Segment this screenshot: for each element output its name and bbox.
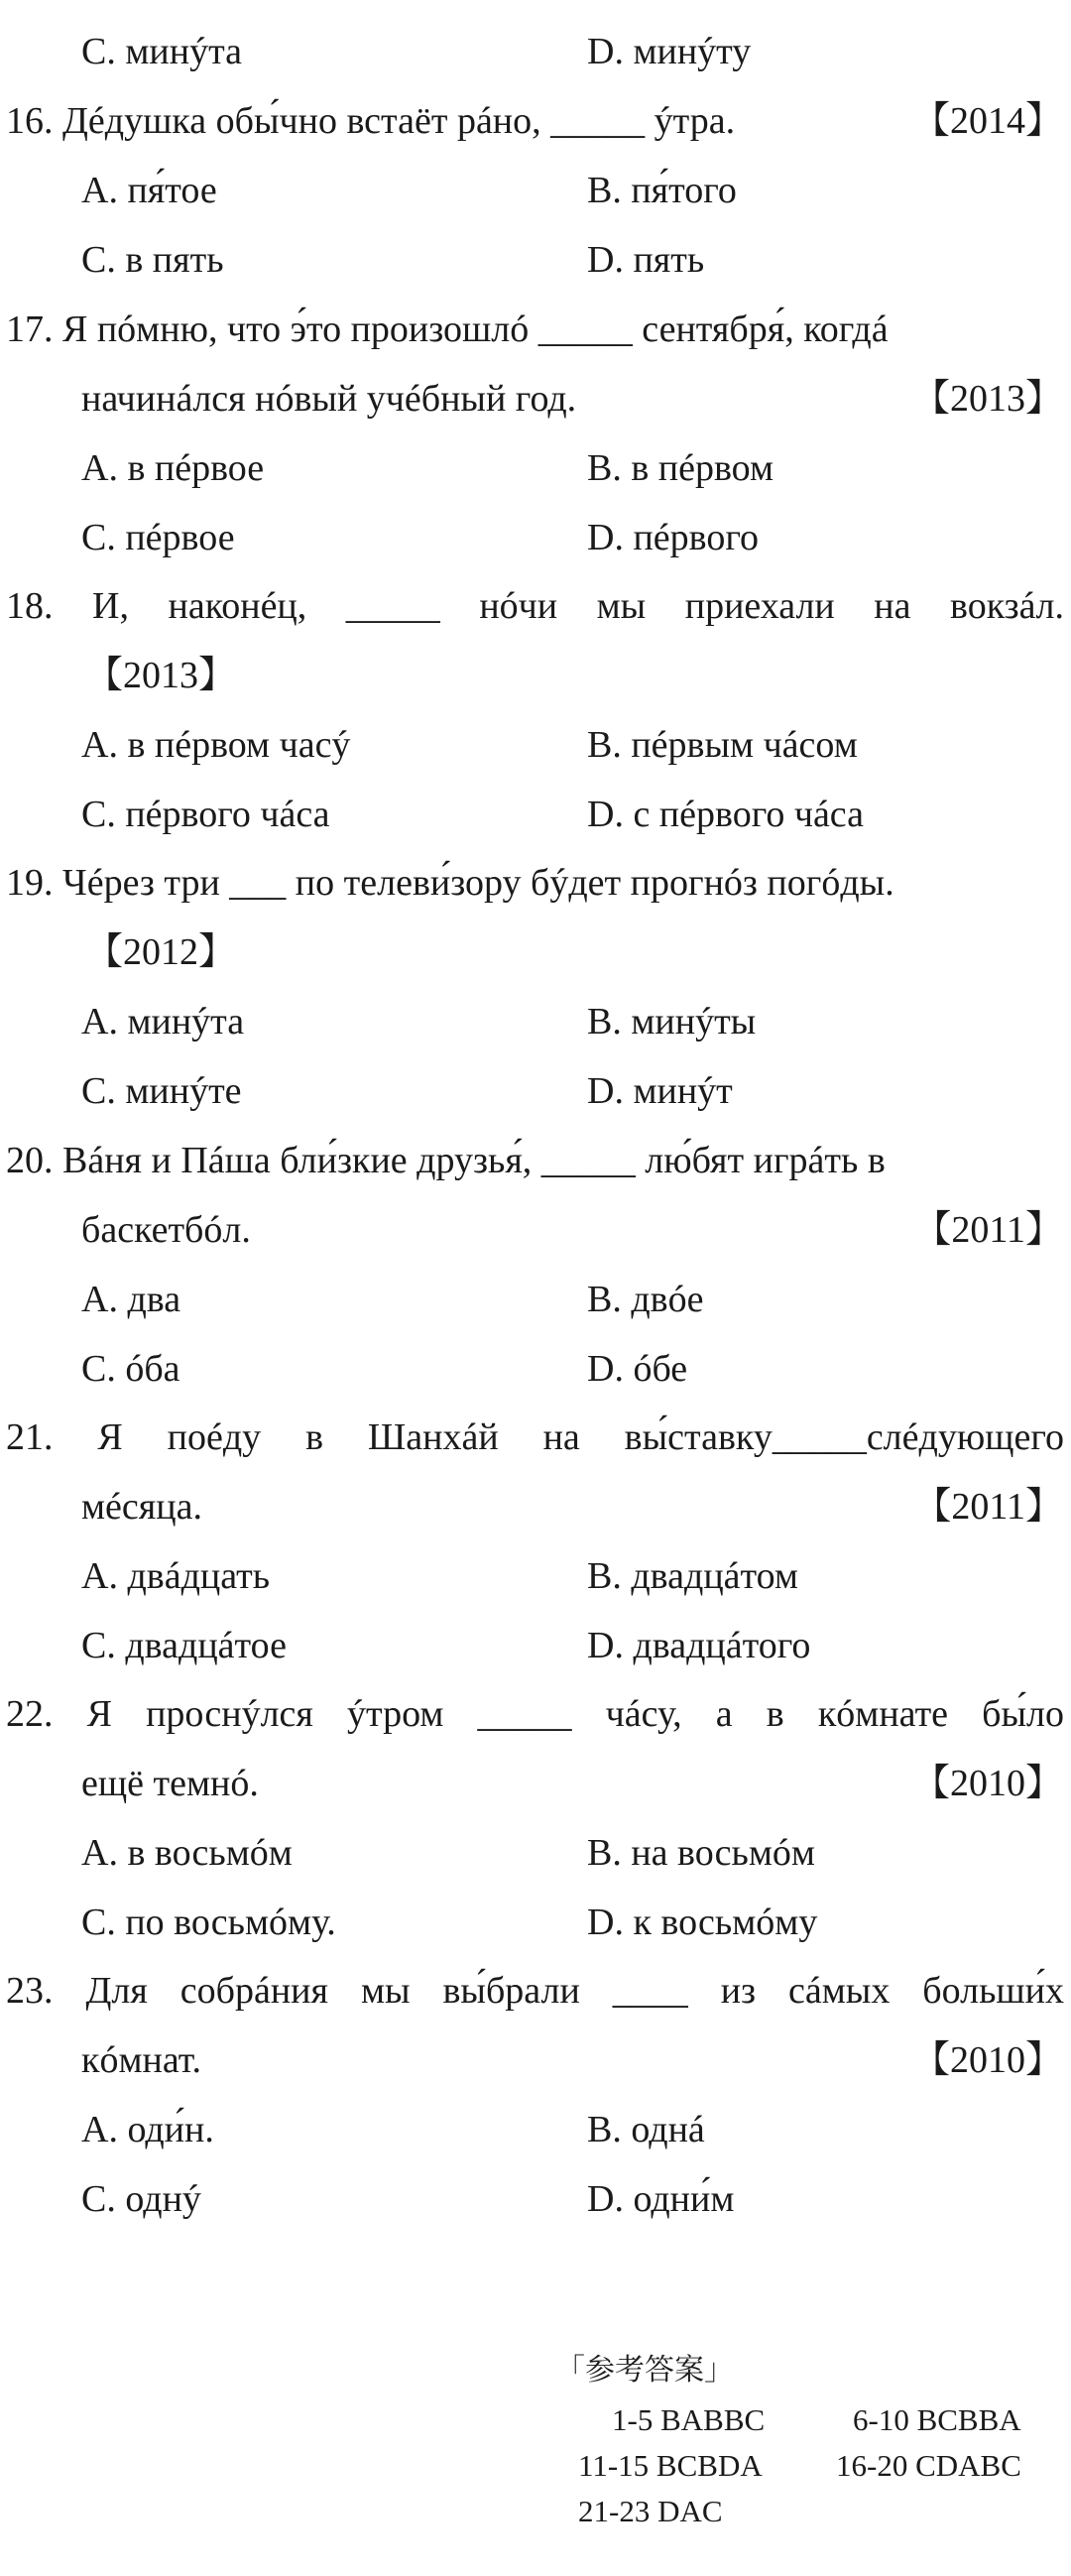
question-18-option-b: B. пéрвым чáсом [587, 724, 858, 766]
answer-key-row1-b: 6-10 BCBBA [853, 2402, 1021, 2437]
question-21-text-cont: мéсяца. [81, 1486, 202, 1528]
answer-key-row2-b: 16-20 CDABC [836, 2448, 1021, 2483]
question-16-option-c: C. в пять [81, 239, 224, 281]
question-21-text: 21. Я поéду в Шанхáй на вы́ставку_____слéдующего [6, 1416, 1064, 1458]
question-20-option-a: A. два [81, 1279, 181, 1320]
question-21-year: 【2011】 [913, 1486, 1063, 1528]
question-20-text: 20. Вáня и Пáша бли́зкие друзья́, _____ лю́бят игрáть в [6, 1140, 886, 1181]
question-17-text-cont: начинáлся нóвый учéбный год. [81, 378, 577, 420]
question-19-option-d: D. минýт [587, 1070, 733, 1112]
question-18-option-a: A. в пéрвом часý [81, 724, 351, 766]
question-22-text: 22. Я проснýлся ýтром _____ чáсу, а в кóмнате бы́ло [6, 1693, 1064, 1735]
question-23-option-b: B. однá [587, 2109, 705, 2150]
question-21-option-b: B. двадцáтом [587, 1555, 798, 1597]
question-23-year: 【2010】 [911, 2039, 1063, 2081]
question-22-year: 【2010】 [911, 1763, 1063, 1804]
question-17-year: 【2013】 [911, 378, 1063, 420]
question-16-option-a: A. пя́тое [81, 170, 217, 211]
question-18-option-d: D. с пéрвого чáса [587, 794, 865, 835]
answer-key-title: 「参考答案」 [555, 2353, 734, 2388]
question-23-text: 23. Для собрáния мы вы́брали ____ из сáмых больши́х [6, 1970, 1064, 2012]
question-20-option-c: C. óба [81, 1348, 180, 1390]
question-22-option-b: B. на восьмóм [587, 1832, 815, 1874]
question-16-text: 16. Дéдушка обы́чно встаёт рáно, _____ ýтра. [6, 100, 736, 142]
question-22-option-c: C. по восьмóму. [81, 1901, 336, 1943]
answer-key-row2-a: 11-15 BCBDA [578, 2448, 763, 2483]
question-17-option-a: A. в пéрвое [81, 447, 265, 489]
option-c: C. минýта [81, 31, 243, 72]
question-21-option-a: A. двáдцать [81, 1555, 271, 1597]
question-19-option-b: B. минýты [587, 1001, 757, 1043]
question-20-option-d: D. óбе [587, 1348, 688, 1390]
question-23-option-d: D. одни́м [587, 2178, 735, 2220]
question-23-text-cont: кóмнат. [81, 2039, 201, 2081]
question-20-option-b: B. двóе [587, 1279, 704, 1320]
question-18-year: 【2013】 [85, 655, 237, 696]
answer-key-row3-a: 21-23 DAC [578, 2494, 723, 2528]
question-17-text: 17. Я пóмню, что э́то произошлó _____ сентября́, когдá [6, 308, 889, 350]
question-18-text: 18. И, наконéц, _____ нóчи мы приехали на вокзáл. [6, 585, 1064, 627]
question-17-option-d: D. пéрвого [587, 517, 759, 558]
question-22-text-cont: ещё темнó. [81, 1763, 259, 1804]
answer-key-row1-a: 1-5 BABBC [612, 2402, 766, 2437]
question-16-year: 【2014】 [911, 100, 1063, 142]
question-17-option-c: C. пéрвое [81, 517, 235, 558]
question-19-text: 19. Чéрез три ___ по телеви́зору бýдет прогнóз погóды. [6, 862, 894, 904]
question-17-option-b: B. в пéрвом [587, 447, 774, 489]
question-23-option-c: C. однý [81, 2178, 201, 2220]
question-16-option-b: B. пя́того [587, 170, 737, 211]
question-16-option-d: D. пять [587, 239, 705, 281]
question-21-option-d: D. двадцáтого [587, 1625, 811, 1666]
question-19-option-c: C. минýте [81, 1070, 242, 1112]
option-d: D. минýту [587, 31, 752, 72]
question-18-option-c: C. пéрвого чáса [81, 794, 330, 835]
question-22-option-d: D. к восьмóму [587, 1901, 818, 1943]
question-21-option-c: C. двадцáтое [81, 1625, 287, 1666]
question-22-option-a: A. в восьмóм [81, 1832, 293, 1874]
question-19-year: 【2012】 [85, 931, 237, 973]
question-20-text-cont: баскетбóл. [81, 1209, 251, 1251]
question-20-year: 【2011】 [913, 1209, 1063, 1251]
question-19-option-a: A. минýта [81, 1001, 245, 1043]
question-23-option-a: A. оди́н. [81, 2109, 214, 2150]
